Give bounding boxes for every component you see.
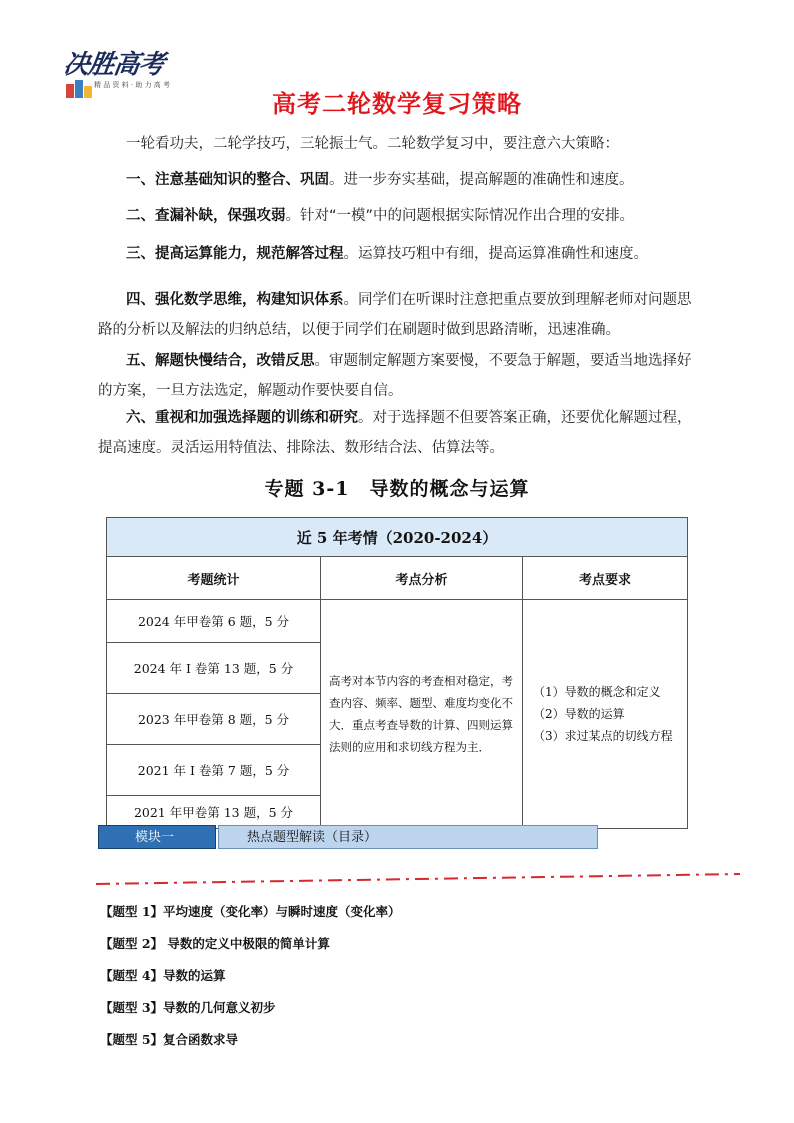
requirements-cell: [523, 600, 688, 829]
strategy-3-heading: 三、提高运算能力，规范解答过程: [126, 246, 344, 262]
table-title: 近 5 年考情（2020-2024）: [107, 518, 688, 557]
module-banner: [98, 825, 602, 851]
table-row: 2023 年甲卷第 8 题，5 分: [107, 694, 321, 745]
topic-item[interactable]: 【题型 5】复合函数求导: [100, 1032, 239, 1047]
table-row: 2021 年 I 卷第 7 题，5 分: [107, 745, 321, 796]
requirement-item: （3）求过某点的切线方程: [533, 729, 673, 743]
intro-text: 一轮看功夫，二轮学技巧，三轮振士气。二轮数学复习中，要注意六大策略：: [126, 136, 619, 152]
table-row: 2024 年 I 卷第 13 题，5 分: [107, 643, 321, 694]
requirement-item: （2）导数的运算: [533, 707, 625, 721]
strategy-3: [98, 238, 698, 270]
strategy-1-heading: 一、注意基础知识的整合、巩固: [126, 172, 329, 188]
topic-item[interactable]: 【题型 4】导数的运算: [100, 968, 226, 983]
strategy-3-text: 。运算技巧粗中有细，提高运算准确性和速度。: [343, 246, 648, 262]
dash-divider: [96, 872, 740, 886]
strategy-6: [98, 403, 698, 463]
logo-subtitle: 精 品 资 料 · 助 力 高 考: [94, 81, 171, 89]
topic-item[interactable]: 【题型 2】 导数的定义中极限的简单计算: [100, 936, 330, 951]
module-label: 模块一: [98, 825, 216, 849]
strategy-1-text: 。进一步夯实基础，提高解题的准确性和速度。: [329, 172, 634, 188]
module-title: 热点题型解读（目录）: [218, 825, 598, 849]
strategy-6-text: 。对于选择题不但要答案正确，还要优化解题过程，提高速度。灵活运用特值法、排除法、数形结合法、估算法等。: [98, 410, 692, 456]
col-header-stats: 考题统计: [107, 557, 321, 600]
analysis-cell: 高考对本节内容的考查相对稳定，考查内容、频率、题型、难度均变化不大．重点考查导数的计算、四则运算法则的应用和求切线方程为主．: [321, 600, 523, 829]
strategy-6-heading: 六、重视和加强选择题的训练和研究: [126, 410, 358, 426]
strategy-5-text: 。审题制定解题方案要慢，不要急于解题，要适当地选择好的方案，一旦方法选定，解题动作要快要自信。: [98, 353, 692, 399]
exam-stats-table: [106, 517, 688, 829]
requirement-item: （1）导数的概念和定义: [533, 685, 661, 699]
strategy-2-heading: 二、查漏补缺，保强攻弱: [126, 208, 286, 224]
strategy-4: [98, 285, 698, 345]
section-title: 专题 3-1 导数的概念与运算: [264, 478, 530, 500]
table-row: 2021 年甲卷第 13 题，5 分: [107, 796, 321, 829]
col-header-analysis: 考点分析: [321, 557, 523, 600]
topic-item[interactable]: 【题型 3】导数的几何意义初步: [100, 1000, 276, 1015]
strategy-2-text: 。针对“一模”中的问题根据实际情况作出合理的安排。: [285, 208, 635, 224]
table-row: 2024 年甲卷第 6 题，5 分: [107, 600, 321, 643]
strategy-5: [98, 346, 698, 406]
col-header-requirements: 考点要求: [523, 557, 688, 600]
strategy-2: [98, 200, 698, 232]
strategy-1: [98, 164, 698, 196]
logo-text: 决胜高考: [61, 50, 166, 80]
page-title: 高考二轮数学复习策略: [272, 90, 522, 118]
topic-item[interactable]: 【题型 1】平均速度（变化率）与瞬时速度（变化率）: [100, 904, 401, 919]
strategy-4-heading: 四、强化数学思维，构建知识体系: [126, 292, 344, 308]
strategy-4-text: 。同学们在听课时注意把重点要放到理解老师对问题思路的分析以及解法的归纳总结，以便于同学们在刷题时做到思路清晰，迅速准确。: [98, 292, 692, 338]
strategy-5-heading: 五、解题快慢结合，改错反思: [126, 353, 315, 369]
intro-paragraph: [98, 128, 698, 160]
